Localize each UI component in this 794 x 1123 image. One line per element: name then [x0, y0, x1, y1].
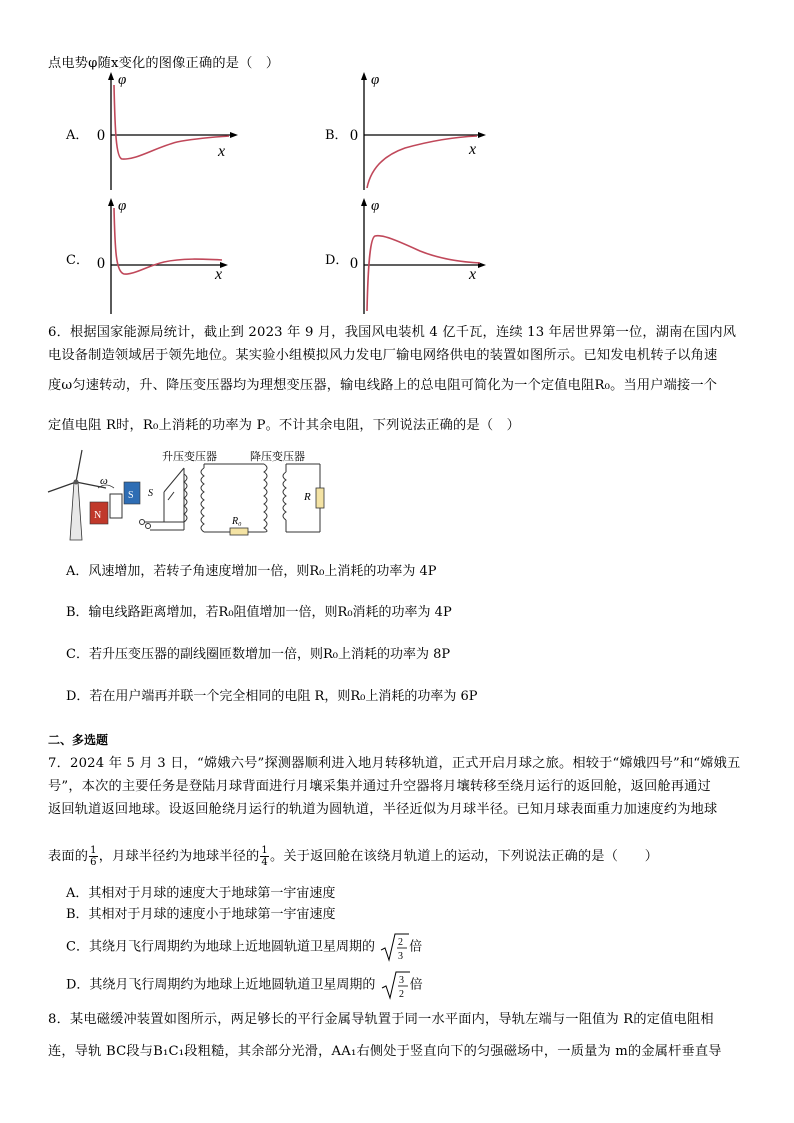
q7-line-1: 7．2024 年 5 月 3 日，“嫦娥六号”探测器顺利进入地月转移轨道，正式开启月球之旅。相较于“嫦娥四号”和“嫦娥五: [48, 756, 741, 771]
r-resistor: [316, 488, 324, 508]
q5-graph-d[interactable]: [345, 196, 495, 316]
svg-text:3: 3: [398, 951, 404, 962]
sqrt-2-3: [379, 932, 409, 962]
svg-text:2: 2: [398, 937, 404, 948]
zero-label: 0: [97, 127, 105, 144]
svg-text:0: 0: [350, 127, 358, 144]
step-down-transformer: [264, 464, 286, 532]
svg-text:2: 2: [398, 989, 404, 1000]
q6-circuit-figure: [44, 444, 334, 544]
svg-text:ω: ω: [100, 475, 108, 487]
q6-line-4: 定值电阻 R时，R₀上消耗的功率为 P。不计其余电阻，下列说法正确的是（ ）: [48, 418, 520, 433]
q7-option-d: D．其绕月飞行周期约为地球上近地圆轨道卫星周期的 3 2 倍: [66, 970, 423, 1000]
q7-line-4: 表面的 $\frac{1}{6}$ ，月球半径约为地球半径的 $\frac{1}{4}$ 。关于返回舱在该绕月轨道上的运动，下列说法正确的是（ ）: [48, 845, 659, 868]
q6-line-1: 6．根据国家能源局统计，截止到 2023 年 9 月，我国风电装机 4 亿千瓦，连续 13 年居世界第一位，湖南在国内风: [48, 325, 737, 340]
phi-label: φ: [118, 72, 127, 88]
q8-line-2: 连，导轨 BC段与B₁C₁段粗糙，其余部分光滑，AA₁右侧处于竖直向下的匀强磁场中，一质量为 m的金属杆垂直导: [48, 1044, 722, 1059]
svg-text:x: x: [215, 266, 223, 283]
svg-text:0: 0: [97, 255, 105, 272]
svg-text:R: R: [304, 491, 311, 503]
r0-resistor: [230, 528, 248, 535]
step-up-label: 升压变压器: [162, 451, 217, 463]
x-arrow: [230, 132, 238, 138]
fraction-1-4: $\frac{1}{4}$: [261, 845, 268, 868]
curve: [367, 136, 477, 188]
q6-option-c: C．若升压变压器的副线圈匝数增加一倍，则R₀上消耗的功率为 8P: [66, 647, 451, 662]
svg-text:x: x: [469, 141, 477, 158]
q5-graph-c[interactable]: [92, 196, 242, 316]
svg-text:R₀: R₀: [232, 516, 242, 527]
x-label: x: [218, 143, 226, 160]
step-up-transformer: [184, 468, 204, 532]
q6-line-3: 度ω匀速转动，升、降压变压器均为理想变压器，输电线路上的总电阻可简化为一个定值电阻R₀。当用户端接一个: [48, 378, 718, 393]
svg-text:S: S: [148, 488, 153, 499]
q5-option-b-label: B．: [325, 128, 348, 143]
fraction-1-6: $\frac{1}{6}$: [90, 845, 97, 868]
svg-text:φ: φ: [371, 198, 380, 214]
q6-option-b: B．输电线路距离增加，若R₀阻值增加一倍，则R₀消耗的功率为 4P: [66, 605, 452, 620]
y-arrow: [108, 72, 114, 80]
curve: [367, 236, 480, 311]
q7-option-b: B．其相对于月球的速度小于地球第一宇宙速度: [66, 907, 336, 922]
q5-graph-b[interactable]: [345, 70, 495, 192]
step-down-label: 降压变压器: [250, 451, 305, 463]
svg-text:x: x: [469, 266, 477, 283]
svg-text:0: 0: [350, 255, 358, 272]
q5-stem-tail: 点电势φ随x变化的图像正确的是（ ）: [48, 56, 280, 71]
curve: [114, 208, 222, 274]
wind-turbine: [48, 450, 106, 540]
q5-option-d-label: D．: [325, 253, 349, 268]
q7-line-3: 返回轨道返回地球。设返回舱绕月运行的轨道为圆轨道，半径近似为月球半径。已知月球表面重力加速度约为地球: [48, 802, 718, 817]
q7-option-c: C．其绕月飞行周期约为地球上近地圆轨道卫星周期的 2 3 倍: [66, 932, 422, 962]
q5-option-a-label: A．: [66, 128, 89, 143]
q8-line-1: 8．某电磁缓冲装置如图所示，两足够长的平行金属导轨置于同一水平面内，导轨左端与一阻值为 R的定值电阻相: [48, 1012, 714, 1027]
q6-option-a: A．风速增加，若转子角速度增加一倍，则R₀上消耗的功率为 4P: [66, 564, 437, 579]
svg-text:N: N: [94, 510, 102, 521]
q7-line-2: 号”，本次的主要任务是登陆月球背面进行月壤采集并通过升空器将月壤转移至绕月运行的返回舱，返回舱再通过: [48, 779, 711, 794]
q5-option-c-label: C．: [66, 253, 89, 268]
curve: [114, 85, 229, 159]
section-title: 二、多选题: [48, 733, 109, 747]
q6-line-2: 电设备制造领域居于领先地位。某实验小组模拟风力发电厂输电网络供电的装置如图所示。已知发电机转子以角速: [48, 348, 718, 363]
svg-text:3: 3: [398, 975, 404, 986]
sqrt-3-2: [380, 970, 410, 1000]
svg-text:φ: φ: [371, 72, 380, 88]
q5-graph-a[interactable]: [92, 70, 242, 192]
q6-option-d: D．若在用户端再并联一个完全相同的电阻 R，则R₀上消耗的功率为 6P: [66, 689, 478, 704]
svg-text:S: S: [128, 490, 134, 501]
rotor-coil: [110, 494, 122, 518]
q7-option-a: A．其相对于月球的速度大于地球第一宇宙速度: [66, 886, 336, 901]
svg-text:φ: φ: [118, 198, 127, 214]
